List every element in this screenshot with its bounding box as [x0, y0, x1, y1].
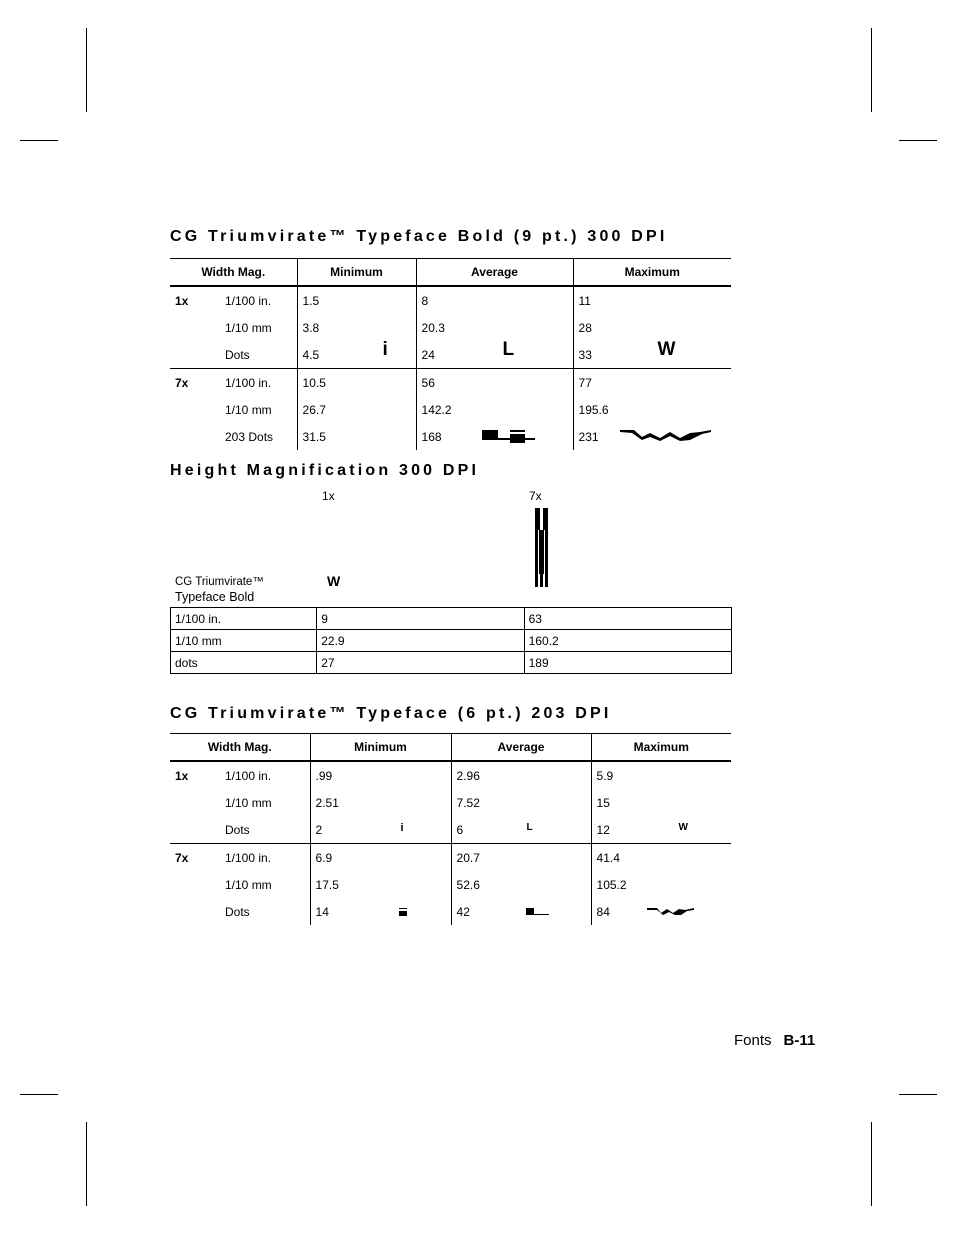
- max-value: 33: [578, 347, 592, 362]
- min-value: 6.9: [310, 844, 451, 872]
- header-minimum: Minimum: [310, 734, 451, 762]
- max-value: 41.4: [591, 844, 731, 872]
- crop-mark: [899, 1094, 937, 1095]
- header-width-mag: Width Mag.: [170, 734, 310, 762]
- unit-label: dots: [171, 652, 317, 674]
- max-value: 231: [578, 429, 599, 444]
- page-footer: [734, 1032, 815, 1049]
- font-label-line2: Typeface Bold: [175, 590, 255, 604]
- sample-glyph-l: L: [502, 339, 515, 360]
- table-row: [171, 630, 732, 652]
- unit-label: Dots: [225, 347, 250, 362]
- sample-glyph-l: L: [526, 822, 533, 833]
- sample-glyph-w-1x: W: [327, 573, 341, 589]
- unit-label: 1/100 in.: [225, 844, 310, 872]
- table-row: [170, 314, 731, 341]
- mag-label: 1x: [175, 768, 189, 783]
- mag-label: 7x: [170, 844, 225, 872]
- unit-label: 1/10 mm: [225, 402, 272, 417]
- min-value: 2: [315, 822, 323, 837]
- table-row: [170, 369, 731, 397]
- mag-label: 1x: [175, 293, 189, 308]
- value-7x: 160.2: [524, 630, 731, 652]
- unit-label: Dots: [225, 822, 250, 837]
- header-maximum: Maximum: [573, 259, 731, 287]
- unit-label: 1/10 mm: [171, 630, 317, 652]
- header-width-mag: Width Mag.: [170, 259, 297, 287]
- column-label-1x: 1x: [322, 489, 335, 503]
- unit-label: Dots: [225, 904, 250, 919]
- avg-value: 142.2: [416, 396, 573, 423]
- value-7x: 189: [524, 652, 731, 674]
- section-title-height-mag: Height Magnification 300 DPI: [170, 462, 480, 479]
- max-value: 11: [573, 286, 731, 314]
- max-value: 84: [596, 904, 610, 919]
- table-row: [170, 871, 731, 898]
- table-row: [170, 761, 731, 789]
- unit-label: 1/10 mm: [225, 877, 272, 892]
- section-title-9pt: CG Triumvirate™ Typeface Bold (9 pt.) 300 DPI: [170, 228, 668, 245]
- crop-mark: [871, 1122, 872, 1206]
- section-title-6pt: CG Triumvirate™ Typeface (6 pt.) 203 DPI: [170, 705, 612, 722]
- min-value: 3.8: [297, 314, 416, 341]
- min-value: 31.5: [302, 429, 326, 444]
- avg-value: 24: [421, 347, 435, 362]
- value-1x: 22.9: [317, 630, 524, 652]
- sample-glyph-wide-i: [399, 908, 408, 917]
- height-mag-table: [170, 607, 732, 674]
- max-value: 105.2: [591, 871, 731, 898]
- crop-mark: [20, 140, 58, 141]
- min-value: .99: [310, 761, 451, 789]
- table-row: [170, 423, 731, 450]
- crop-mark: [20, 1094, 58, 1095]
- max-value: 195.6: [573, 396, 731, 423]
- avg-value: 20.7: [451, 844, 591, 872]
- crop-mark: [871, 28, 872, 112]
- table-row: [170, 789, 731, 816]
- sample-glyph-tall-w: [534, 508, 550, 588]
- unit-label: 1/100 in.: [171, 608, 317, 630]
- avg-value: 7.52: [451, 789, 591, 816]
- unit-label: 1/10 mm: [225, 320, 272, 335]
- max-value: 12: [596, 822, 610, 837]
- table-row: [171, 608, 732, 630]
- table-row: [170, 396, 731, 423]
- sample-glyph-wide-w: [647, 907, 695, 917]
- unit-label: 1/100 in.: [225, 369, 297, 397]
- mag-label: 7x: [170, 369, 225, 397]
- unit-label: 1/100 in.: [225, 293, 272, 308]
- header-average: Average: [451, 734, 591, 762]
- table-row: [170, 816, 731, 844]
- sample-glyph-w: W: [657, 339, 676, 360]
- header-average: Average: [416, 259, 573, 287]
- crop-mark: [899, 140, 937, 141]
- sample-glyph-wide-l: [526, 908, 550, 917]
- crop-mark: [86, 28, 87, 112]
- avg-value: 42: [456, 904, 470, 919]
- min-value: 1.5: [297, 286, 416, 314]
- min-value: 26.7: [297, 396, 416, 423]
- table-row: [171, 652, 732, 674]
- width-table-9pt: [170, 258, 731, 450]
- avg-value: 20.3: [416, 314, 573, 341]
- sample-glyph-wide-l: [482, 430, 536, 444]
- sample-glyph-i: i: [400, 822, 404, 834]
- max-value: 5.9: [591, 761, 731, 789]
- unit-label: 1/10 mm: [225, 795, 272, 810]
- min-value: 2.51: [310, 789, 451, 816]
- width-table-6pt: [170, 733, 731, 925]
- avg-value: 52.6: [451, 871, 591, 898]
- table-row: [170, 286, 731, 314]
- sample-glyph-w: W: [678, 822, 688, 833]
- min-value: 4.5: [302, 347, 320, 362]
- header-maximum: Maximum: [591, 734, 731, 762]
- unit-label: 1/100 in.: [225, 768, 272, 783]
- font-label-line1: CG Triumvirate™: [175, 576, 264, 588]
- min-value: 14: [315, 904, 329, 919]
- min-value: 10.5: [297, 369, 416, 397]
- page-number: B-11: [783, 1032, 816, 1049]
- value-1x: 9: [317, 608, 524, 630]
- value-1x: 27: [317, 652, 524, 674]
- table-row: [170, 341, 731, 369]
- max-value: 77: [573, 369, 731, 397]
- unit-label: 203 Dots: [225, 429, 274, 444]
- avg-value: 6: [456, 822, 464, 837]
- column-label-7x: 7x: [529, 489, 542, 503]
- sample-glyph-wide-w: [620, 429, 712, 443]
- avg-value: 168: [421, 429, 442, 444]
- avg-value: 56: [416, 369, 573, 397]
- avg-value: 2.96: [451, 761, 591, 789]
- max-value: 28: [573, 314, 731, 341]
- sample-glyph-i: i: [382, 339, 388, 360]
- value-7x: 63: [524, 608, 731, 630]
- header-minimum: Minimum: [297, 259, 416, 287]
- footer-section-name: Fonts: [734, 1032, 772, 1049]
- table-row: [170, 844, 731, 872]
- min-value: 17.5: [310, 871, 451, 898]
- max-value: 15: [591, 789, 731, 816]
- table-row: [170, 898, 731, 925]
- avg-value: 8: [416, 286, 573, 314]
- crop-mark: [86, 1122, 87, 1206]
